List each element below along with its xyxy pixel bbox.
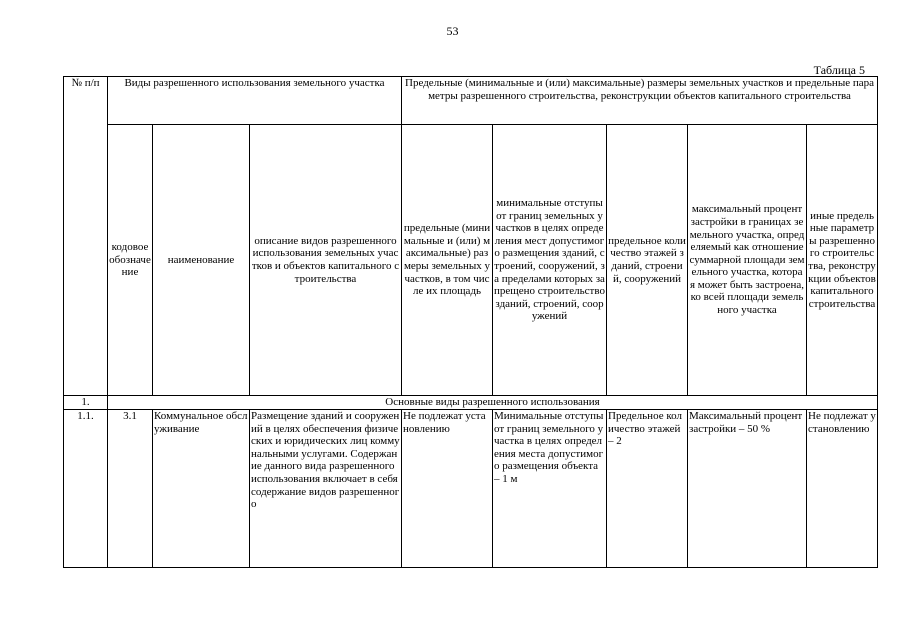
header-other: иные предельные параметры разрешенного строительства, реконструкции объектов капитального строительства bbox=[807, 125, 878, 396]
section-title: Основные виды разрешенного использования bbox=[108, 396, 878, 410]
header-name: наименование bbox=[153, 125, 250, 396]
table-label: Таблица 5 bbox=[813, 63, 865, 77]
header-code: кодовое обозначение bbox=[108, 125, 153, 396]
row-name: Коммунальное обслуживание bbox=[153, 410, 250, 568]
section-row bbox=[64, 396, 878, 410]
page-number: 53 bbox=[446, 24, 459, 38]
row-setbacks: Минимальные отступы от границ земельного участка в целях определения места допустимого размещения объекта – 1 м bbox=[493, 410, 607, 568]
header-row-columns bbox=[64, 125, 878, 396]
header-floors: предельное количество этажей зданий, строений, сооружений bbox=[607, 125, 688, 396]
row-coverage: Максимальный процент застройки – 50 % bbox=[688, 410, 807, 568]
row-code: 3.1 bbox=[108, 410, 153, 568]
row-plot-size: Не подлежат установлению bbox=[402, 410, 493, 568]
row-other: Не подлежат установлению bbox=[807, 410, 878, 568]
regulations-table bbox=[63, 76, 878, 568]
header-num: № п/п bbox=[64, 77, 108, 396]
header-group-limits: Предельные (минимальные и (или) максимальные) размеры земельных участков и предельные параметры разрешенного строительства, реконструкции объектов капитального строительства bbox=[402, 77, 878, 125]
header-row-group bbox=[64, 77, 878, 125]
row-num: 1.1. bbox=[64, 410, 108, 568]
header-group-permitted-use: Виды разрешенного использования земельного участка bbox=[108, 77, 402, 125]
header-description: описание видов разрешенного использования земельных участков и объектов капитального строительства bbox=[250, 125, 402, 396]
row-description: Размещение зданий и сооружений в целях обеспечения физических и юридических лиц коммунальными услугами. Содержание данного вида разрешенного использования включает в себя содержание видов разрешенного bbox=[250, 410, 402, 568]
section-num: 1. bbox=[64, 396, 108, 410]
header-coverage: максимальный процент застройки в границах земельного участка, определяемый как отношение суммарной площади земельного участка, которая может быть застроена, ко всей площади земельного участка bbox=[688, 125, 807, 396]
header-setbacks: минимальные отступы от границ земельных участков в целях определения мест допустимого размещения зданий, строений, сооружений, за пределами которых запрещено строительство зданий, строений, сооружений bbox=[493, 125, 607, 396]
table-row bbox=[64, 410, 878, 568]
row-floors: Предельное количество этажей – 2 bbox=[607, 410, 688, 568]
header-plot-size: предельные (минимальные и (или) максимальные) размеры земельных участков, в том числе их площадь bbox=[402, 125, 493, 396]
